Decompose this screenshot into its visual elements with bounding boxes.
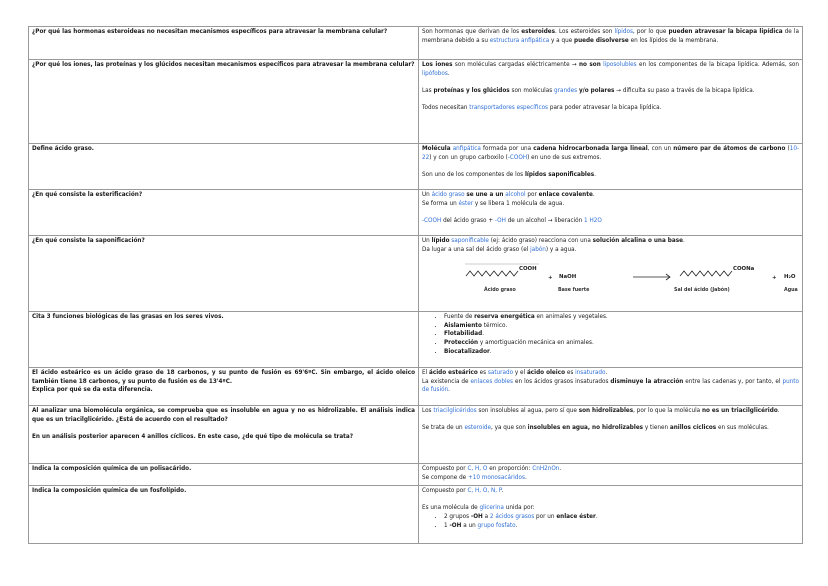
text: esteroide	[464, 425, 492, 432]
text: Un	[422, 238, 432, 244]
text: en los lípidos de la membrana.	[628, 37, 719, 44]
text: en proporción:	[487, 466, 533, 472]
text: +10 monosacáridos	[467, 474, 525, 481]
text: y se libera 1 molécula de agua.	[473, 200, 565, 207]
text: pueden atravesar la bicapa lipídica	[668, 29, 783, 35]
text: proteínas y los glúcidos	[433, 88, 510, 95]
table-row	[29, 190, 803, 236]
text: son hidrolizables	[578, 408, 634, 414]
list-item	[444, 313, 799, 322]
caption-soap: Sal del ácido (Jabón)	[674, 288, 730, 294]
paragraph	[422, 369, 799, 378]
text: por un	[534, 514, 557, 521]
text: a	[482, 514, 490, 521]
paragraph	[422, 104, 799, 113]
paragraph	[422, 217, 799, 226]
text: Se trata de un	[422, 425, 465, 432]
paragraph	[422, 407, 799, 416]
answer-cell	[419, 368, 803, 406]
paragraph	[422, 246, 799, 255]
text: -OH	[449, 522, 462, 529]
text: es	[477, 370, 488, 376]
text: ácido esteárico	[428, 370, 478, 376]
text: anfipática	[452, 146, 481, 152]
text: ) y a agua.	[545, 246, 577, 253]
question-cell	[29, 368, 419, 406]
text: 2 ácidos grasos	[489, 514, 535, 521]
text: ) y con un grupo carboxilo (	[429, 154, 508, 161]
text: en sus moléculas.	[716, 425, 769, 432]
worksheet	[28, 26, 803, 544]
text: formada por una	[480, 146, 534, 152]
fatty-acid-chain	[466, 271, 518, 276]
question-cell: ¿En qué consiste la saponificación?	[29, 236, 419, 312]
text: Las	[422, 88, 434, 95]
question-cell: Indica la composición química de un fosfolípido.	[29, 486, 419, 544]
text: insaturado	[575, 370, 606, 376]
text: 10-22	[422, 146, 800, 161]
text: 1	[444, 522, 450, 529]
text: en animales y vegetales.	[534, 314, 608, 320]
text: del ácido graso +	[441, 218, 495, 225]
text: de un alcohol → liberación	[505, 218, 585, 225]
saponification-reaction-diagram	[422, 256, 799, 304]
question-cell	[29, 406, 419, 464]
text: .	[595, 514, 598, 521]
text: .	[501, 488, 504, 494]
question-cell: Define ácido graso.	[29, 144, 419, 190]
text: lípido	[431, 238, 450, 244]
text: -COOH	[422, 218, 442, 225]
text: jabón	[530, 246, 546, 253]
text: CnH2nOn	[532, 466, 560, 472]
text: (	[785, 146, 790, 152]
text: -OH	[470, 514, 483, 521]
reaction-drawing	[422, 256, 802, 304]
text: , por lo que la molécula	[633, 408, 702, 414]
text: es	[565, 370, 576, 376]
text: Los iones	[422, 62, 453, 68]
text: y tienen	[643, 425, 670, 432]
question-text: En un análisis posterior aparecen 4 anillos cíclicos. En este caso, ¿de qué tipo de molécula se trata?	[32, 434, 354, 441]
text: disminuye la atracción	[610, 378, 684, 385]
text: enlace éster	[556, 514, 596, 521]
text: y a que	[549, 37, 574, 44]
text: .	[447, 70, 450, 77]
text: lípidos	[614, 29, 633, 35]
qa-table	[28, 26, 803, 544]
text: ácido oleico	[526, 370, 566, 376]
answer-cell	[419, 486, 803, 544]
text: Compuesto por	[422, 466, 468, 472]
paragraph	[422, 378, 799, 395]
text: .	[524, 474, 527, 481]
question-cell: ¿Por qué los iones, las proteínas y los glúcidos necesitan mecanismos específicos para atravesar la membrana celular?	[29, 60, 419, 144]
bond-list	[422, 513, 799, 530]
text: 1 H2O	[584, 218, 602, 225]
paragraph	[422, 61, 799, 78]
text: → dificulta su paso a través de la bicapa lipídica.	[614, 88, 755, 95]
text: , ya que son	[491, 425, 528, 432]
question-text: Al analizar una biomolécula orgánica, se comprueba que es insoluble en agua y no es hidrolizable. El análisis indica que es un triacilglicérido. ¿Está de acuerdo con el resultado?	[32, 408, 415, 423]
text: esteroides	[521, 29, 556, 35]
text: y amortiguación mecánica en animales.	[478, 340, 594, 347]
text: se une a un	[466, 192, 504, 198]
text: La existencia de	[422, 378, 471, 385]
caption-water: Agua	[784, 288, 798, 294]
text: a un	[461, 522, 478, 529]
text: .	[777, 408, 780, 414]
text: triacilglicéridos	[433, 408, 477, 414]
list-item	[444, 348, 799, 357]
text: ácido graso	[431, 192, 465, 198]
text: son moléculas cargadas eléctricamente →	[452, 62, 579, 68]
text: de la membrana debido a su	[422, 29, 799, 44]
answer-cell	[419, 60, 803, 144]
text: transportadores específicos	[469, 105, 549, 112]
paragraph	[422, 145, 799, 162]
text: Todos necesitan	[422, 105, 470, 112]
list-item	[444, 322, 799, 331]
text: son moléculas	[509, 88, 555, 95]
text: Se forma un	[422, 200, 459, 207]
text: éster	[458, 200, 474, 207]
paragraph	[422, 171, 799, 180]
text: puede disolverse	[574, 37, 629, 44]
text: Biocatalizador	[444, 348, 490, 355]
coona-label: COONa	[733, 266, 755, 273]
paragraph	[422, 424, 799, 433]
answer-cell	[419, 406, 803, 464]
text: ) en uno de sus extremos.	[527, 154, 602, 161]
text: no son	[578, 62, 601, 68]
answer-cell	[419, 27, 803, 60]
text: Molécula	[422, 146, 451, 152]
text: estructura anfipática	[489, 37, 550, 44]
paragraph	[422, 87, 799, 96]
text: .	[448, 387, 450, 394]
text: alcohol	[505, 192, 526, 198]
text: C, H, O	[467, 466, 488, 472]
list-item	[444, 330, 799, 339]
text: punto de fusión	[422, 378, 799, 394]
question-cell: Cita 3 funciones biológicas de las grasas en los seres vivos.	[29, 312, 419, 368]
text: .	[489, 348, 492, 355]
text: Son hormonas que derivan de los	[422, 29, 522, 35]
text: Se compone de	[422, 474, 468, 481]
table-row	[29, 368, 803, 406]
text: (ej: ácido graso) reacciona con una	[488, 238, 593, 244]
question-cell: Indica la composición química de un polisacárido.	[29, 464, 419, 486]
text: reserva energética	[474, 314, 535, 320]
table-row	[29, 27, 803, 60]
text: , con un	[647, 146, 674, 152]
question-text: Explica por qué se da esta diferencia.	[32, 387, 153, 394]
text: .	[605, 370, 608, 376]
paragraph	[422, 191, 799, 200]
text: y/o polares	[578, 88, 615, 95]
text: .	[594, 172, 596, 179]
text: número par de átomos de carbono	[673, 146, 786, 152]
table-row	[29, 312, 803, 368]
text: para poder atravesar la bicapa lipídica.	[548, 105, 662, 112]
text: no es un triacilglicérido	[701, 408, 778, 414]
text: saponificable	[451, 238, 489, 244]
paragraph	[422, 237, 799, 246]
answer-cell	[419, 236, 803, 312]
list-item	[444, 513, 799, 522]
water-formula: H₂O	[784, 274, 796, 281]
text: enlaces dobles	[470, 378, 514, 385]
text: entre las cadenas y, por tanto, el	[683, 378, 783, 385]
text: insolubles en agua, no hidrolizables	[527, 425, 644, 432]
text: Es una molécula de	[422, 505, 480, 512]
text: y el	[513, 370, 527, 376]
text: -OH	[494, 218, 506, 225]
text: . Los esteroides son	[555, 29, 615, 35]
text: son insolubles al agua, pero sí que	[476, 408, 579, 414]
table-row	[29, 60, 803, 144]
text: .	[682, 238, 685, 244]
text: unida por:	[503, 505, 535, 512]
caption-fatty-acid: Ácido graso	[484, 288, 516, 294]
text: El	[422, 370, 429, 376]
table-row	[29, 486, 803, 544]
text: solución alcalina o una base	[592, 238, 683, 244]
function-list	[422, 313, 799, 357]
text: Aislamiento	[444, 322, 482, 329]
paragraph	[422, 487, 799, 496]
text: .	[559, 466, 562, 472]
table-row	[29, 236, 803, 312]
text: glicerina	[479, 505, 504, 512]
text: anillos cíclicos	[669, 425, 717, 432]
plus-sign: +	[548, 275, 553, 282]
text: .	[592, 192, 595, 198]
list-item	[444, 522, 799, 531]
text: Compuesto por	[422, 488, 468, 494]
list-item	[444, 339, 799, 348]
text: Da lugar a una sal del ácido graso (el	[422, 246, 531, 253]
text: en los ácidos grasos insaturados	[513, 378, 611, 385]
table-row	[29, 464, 803, 486]
text: grupo fosfato	[477, 522, 516, 529]
plus-sign: +	[772, 275, 777, 282]
text: Protección	[444, 340, 479, 347]
cooh-label: COOH	[519, 266, 537, 273]
table-row	[29, 144, 803, 190]
answer-cell	[419, 312, 803, 368]
text: .	[515, 522, 518, 529]
soap-chain	[680, 271, 732, 276]
answer-cell	[419, 190, 803, 236]
paragraph	[422, 504, 799, 513]
answer-cell	[419, 464, 803, 486]
text: cadena hidrocarbonada larga lineal	[533, 146, 648, 152]
text: lipófobos	[422, 70, 448, 77]
paragraph	[422, 474, 799, 483]
question-text: El ácido esteárico es un ácido graso de 18 carbonos, y su punto de fusión es 69'6ºC. Sin embargo, el ácido oleico también tiene 18 carbonos, y su punto de fusión es de 13'4ºC.	[32, 370, 415, 385]
text: C, H, O, N, P	[467, 488, 502, 494]
text: lípidos saponificables	[524, 172, 595, 179]
text: Los	[422, 408, 434, 414]
question-cell: ¿Por qué las hormonas esteroideas no necesitan mecanismos específicos para atravesar la membrana celular?	[29, 27, 419, 60]
text: -COOH	[507, 154, 528, 161]
text: .	[482, 331, 485, 338]
text: saturado	[487, 370, 514, 376]
text: grandes	[554, 88, 578, 95]
paragraph	[422, 200, 799, 209]
text: Flotabilidad	[444, 331, 483, 338]
paragraph	[422, 465, 799, 474]
text: Fuente de	[444, 314, 475, 320]
text: Un	[422, 192, 432, 198]
text: liposolubles	[603, 62, 637, 68]
answer-cell	[419, 144, 803, 190]
text: 2 grupos	[444, 514, 471, 521]
text: en los componentes de la bicapa lipídica. Además, son	[636, 62, 800, 68]
text: Son uno de los componentes de los	[422, 172, 525, 179]
text: por	[525, 192, 539, 198]
naoh-label: NaOH	[559, 274, 577, 281]
caption-strong-base: Base fuerte	[558, 288, 590, 294]
text: , por lo que	[632, 29, 669, 35]
text: térmico.	[481, 322, 508, 329]
question-cell: ¿En qué consiste la esterificación?	[29, 190, 419, 236]
text: enlace covalente	[538, 192, 593, 198]
table-row	[29, 406, 803, 464]
